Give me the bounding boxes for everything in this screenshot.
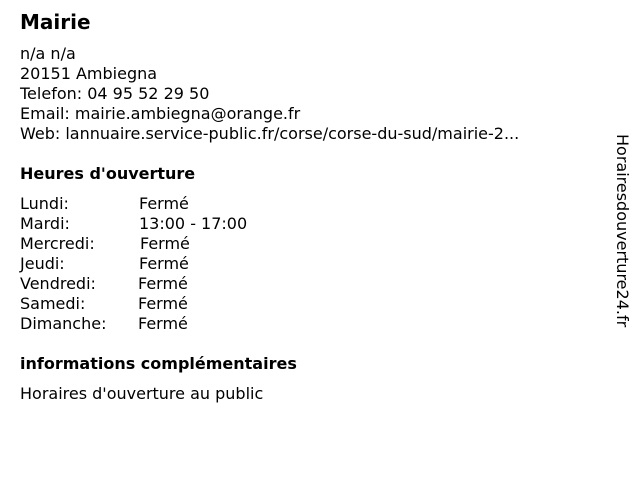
hours-row-monday (20, 194, 320, 214)
contact-city: 20151 Ambiegna (20, 64, 158, 83)
day-label: Vendredi: (20, 274, 96, 293)
contact-website: Web: lannuaire.service-public.fr/corse/corse-du-sud/mairie-2... (20, 124, 520, 143)
day-label: Mercredi: (20, 234, 95, 253)
hours-row-friday (20, 274, 320, 294)
day-hours: Fermé (139, 254, 189, 273)
site-watermark: Horairesdouverture24.fr (613, 134, 632, 328)
opening-hours-table (20, 194, 320, 334)
hours-row-saturday (20, 294, 320, 314)
additional-info-heading: informations complémentaires (20, 354, 297, 373)
day-hours: Fermé (139, 194, 189, 213)
hours-row-thursday (20, 254, 320, 274)
hours-row-tuesday (20, 214, 320, 234)
hours-row-sunday (20, 314, 320, 334)
day-hours: Fermé (138, 314, 188, 333)
day-label: Samedi: (20, 294, 86, 313)
day-hours: Fermé (140, 234, 190, 253)
day-label: Jeudi: (20, 254, 65, 273)
day-hours: Fermé (138, 294, 188, 313)
opening-hours-heading: Heures d'ouverture (20, 164, 196, 183)
contact-email: Email: mairie.ambiegna@orange.fr (20, 104, 301, 123)
contact-name: n/a n/a (20, 44, 76, 63)
page-title: Mairie (20, 10, 91, 34)
contact-phone: Telefon: 04 95 52 29 50 (20, 84, 210, 103)
day-label: Mardi: (20, 214, 70, 233)
day-hours: 13:00 - 17:00 (139, 214, 248, 233)
day-hours: Fermé (138, 274, 188, 293)
additional-info-text: Horaires d'ouverture au public (20, 384, 264, 403)
day-label: Dimanche: (20, 314, 107, 333)
hours-row-wednesday (20, 234, 320, 254)
address-block (20, 44, 580, 144)
day-label: Lundi: (20, 194, 69, 213)
